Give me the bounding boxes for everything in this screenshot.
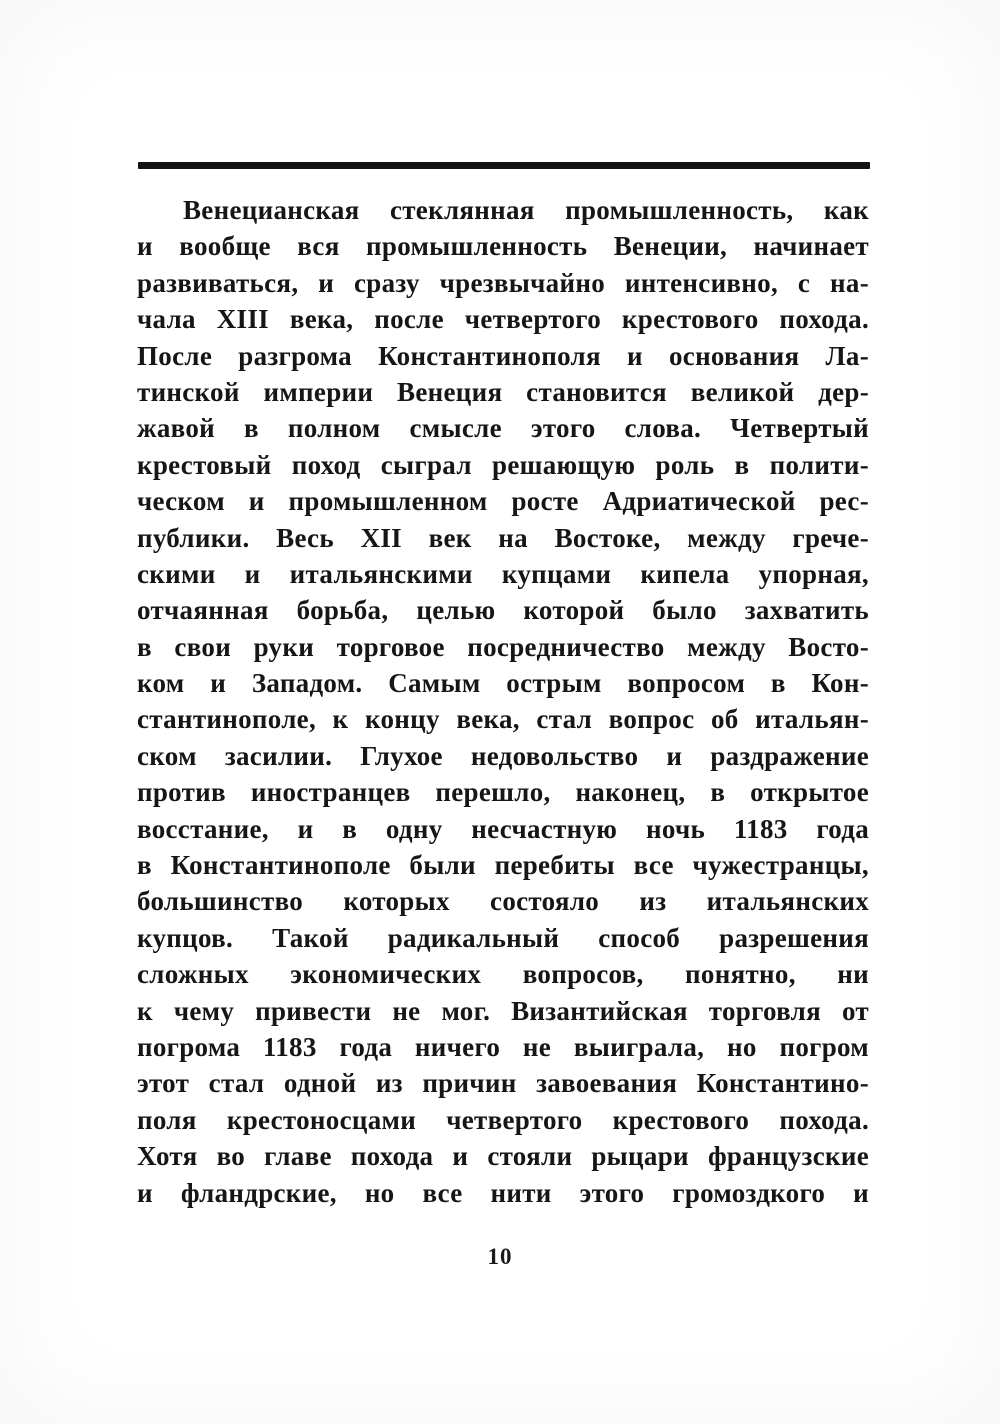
text-line: жавой в полном смысле этого слова. Четвертый — [137, 413, 869, 444]
text-line: против иностранцев перешло, наконец, в открытое — [137, 777, 869, 808]
section-divider-rule — [138, 162, 870, 169]
body-text-paragraph — [137, 192, 869, 1211]
text-line: ком и Западом. Самым острым вопросом в Кон- — [137, 668, 869, 699]
text-line: Хотя во главе похода и стояли рыцари французские — [137, 1141, 869, 1172]
text-line: погрома 1183 года ничего не выиграла, но погром — [137, 1031, 869, 1062]
page-number: 10 — [487, 1244, 513, 1269]
text-line: ческом и промышленном росте Адриатической рес- — [137, 486, 869, 517]
text-line: стантинополе, к концу века, стал вопрос об итальян- — [137, 704, 869, 735]
text-line: чала XIII века, после четвертого крестового похода. — [137, 304, 869, 335]
text-line: Венецианская стеклянная промышленность, как — [183, 195, 869, 225]
text-line: восстание, и в одну несчастную ночь 1183 года — [137, 813, 869, 844]
text-line: сложных экономических вопросов, понятно, ни — [137, 959, 869, 990]
text-line: поля крестоносцами четвертого крестового похода. — [137, 1104, 869, 1135]
text-line: и фландрские, но все нити этого громоздкого и — [137, 1177, 869, 1208]
text-line: большинство которых состояло из итальянских — [137, 886, 869, 917]
text-line: в свои руки торговое посредничество между Восто- — [137, 631, 869, 662]
text-line: к чему привести не мог. Византийская торговля от — [137, 995, 869, 1026]
text-line: этот стал одной из причин завоевания Константино- — [137, 1068, 869, 1099]
text-line: скими и итальянскими купцами кипела упорная, — [137, 558, 869, 589]
text-line: купцов. Такой радикальный способ разрешения — [137, 922, 869, 953]
text-line: После разгрома Константинополя и основания Ла- — [137, 340, 869, 371]
text-line: ском засилии. Глухое недовольство и раздражение — [137, 740, 869, 771]
text-line: в Константинополе были перебиты все чужестранцы, — [137, 850, 869, 881]
text-line: тинской империи Венеция становится великой дер- — [137, 376, 869, 407]
text-line: отчаянная борьба, целью которой было захватить — [137, 595, 869, 626]
text-line: и вообще вся промышленность Венеции, начинает — [137, 231, 869, 262]
text-line: публики. Весь XII век на Востоке, между грече- — [137, 522, 869, 553]
text-line: крестовый поход сыграл решающую роль в полити- — [137, 449, 869, 480]
text-line: развиваться, и сразу чрезвычайно интенсивно, с на- — [137, 267, 869, 298]
